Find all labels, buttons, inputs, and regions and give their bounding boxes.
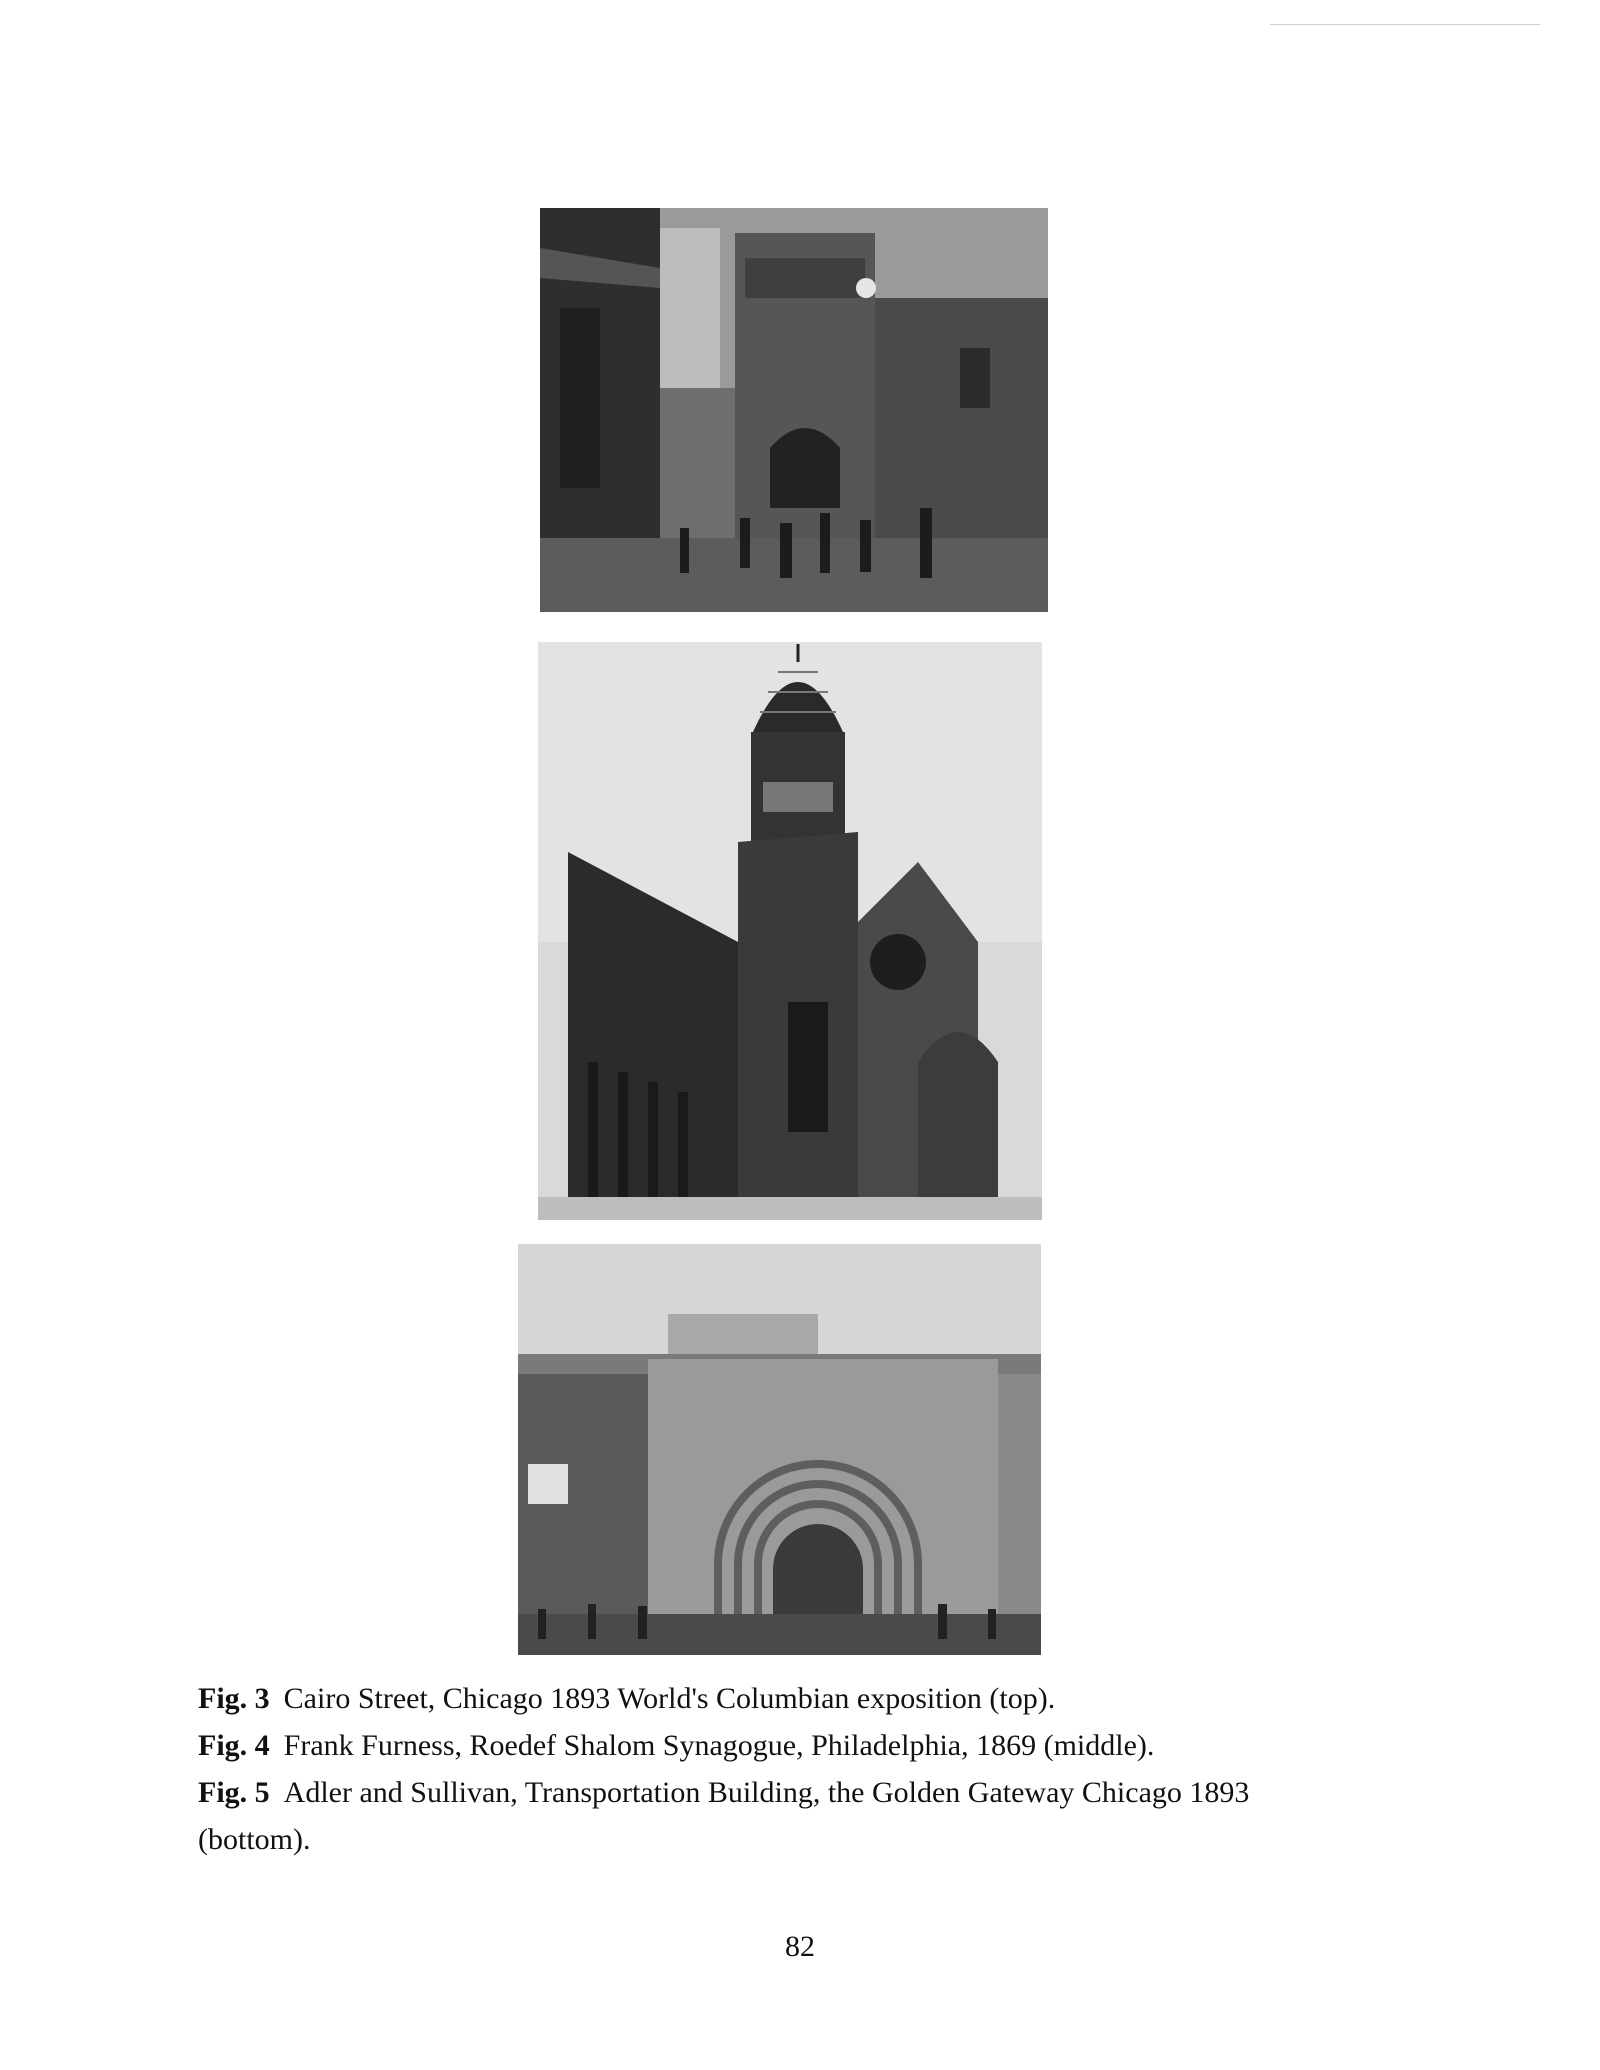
caption-label: Fig. 3: [198, 1682, 270, 1715]
caption-text: Adler and Sullivan, Transportation Building, the Golden Gateway Chicago 1893: [283, 1776, 1250, 1809]
figure-5-photo-transportation-building: [518, 1244, 1041, 1655]
caption-text: Cairo Street, Chicago 1893 World's Columbian exposition (top).: [283, 1682, 1056, 1715]
figure-captions: [198, 1677, 1378, 1862]
caption-fig-5-continuation: (bottom).: [198, 1823, 311, 1856]
page-number: 82: [785, 1930, 815, 1963]
transportation-building-image: [518, 1244, 1041, 1655]
figure-3-photo-cairo-street: [540, 208, 1048, 612]
cairo-street-image: [540, 208, 1048, 612]
caption-fig-5: [198, 1771, 1378, 1815]
figure-4-photo-synagogue: [538, 642, 1042, 1220]
caption-fig-3: [198, 1677, 1378, 1721]
caption-text: Frank Furness, Roedef Shalom Synagogue, Philadelphia, 1869 (middle).: [283, 1729, 1155, 1762]
synagogue-image: [538, 642, 1042, 1220]
caption-fig-4: [198, 1724, 1378, 1768]
caption-label: Fig. 4: [198, 1729, 270, 1762]
caption-label: Fig. 5: [198, 1776, 270, 1809]
scan-edge-line: [1270, 24, 1540, 25]
